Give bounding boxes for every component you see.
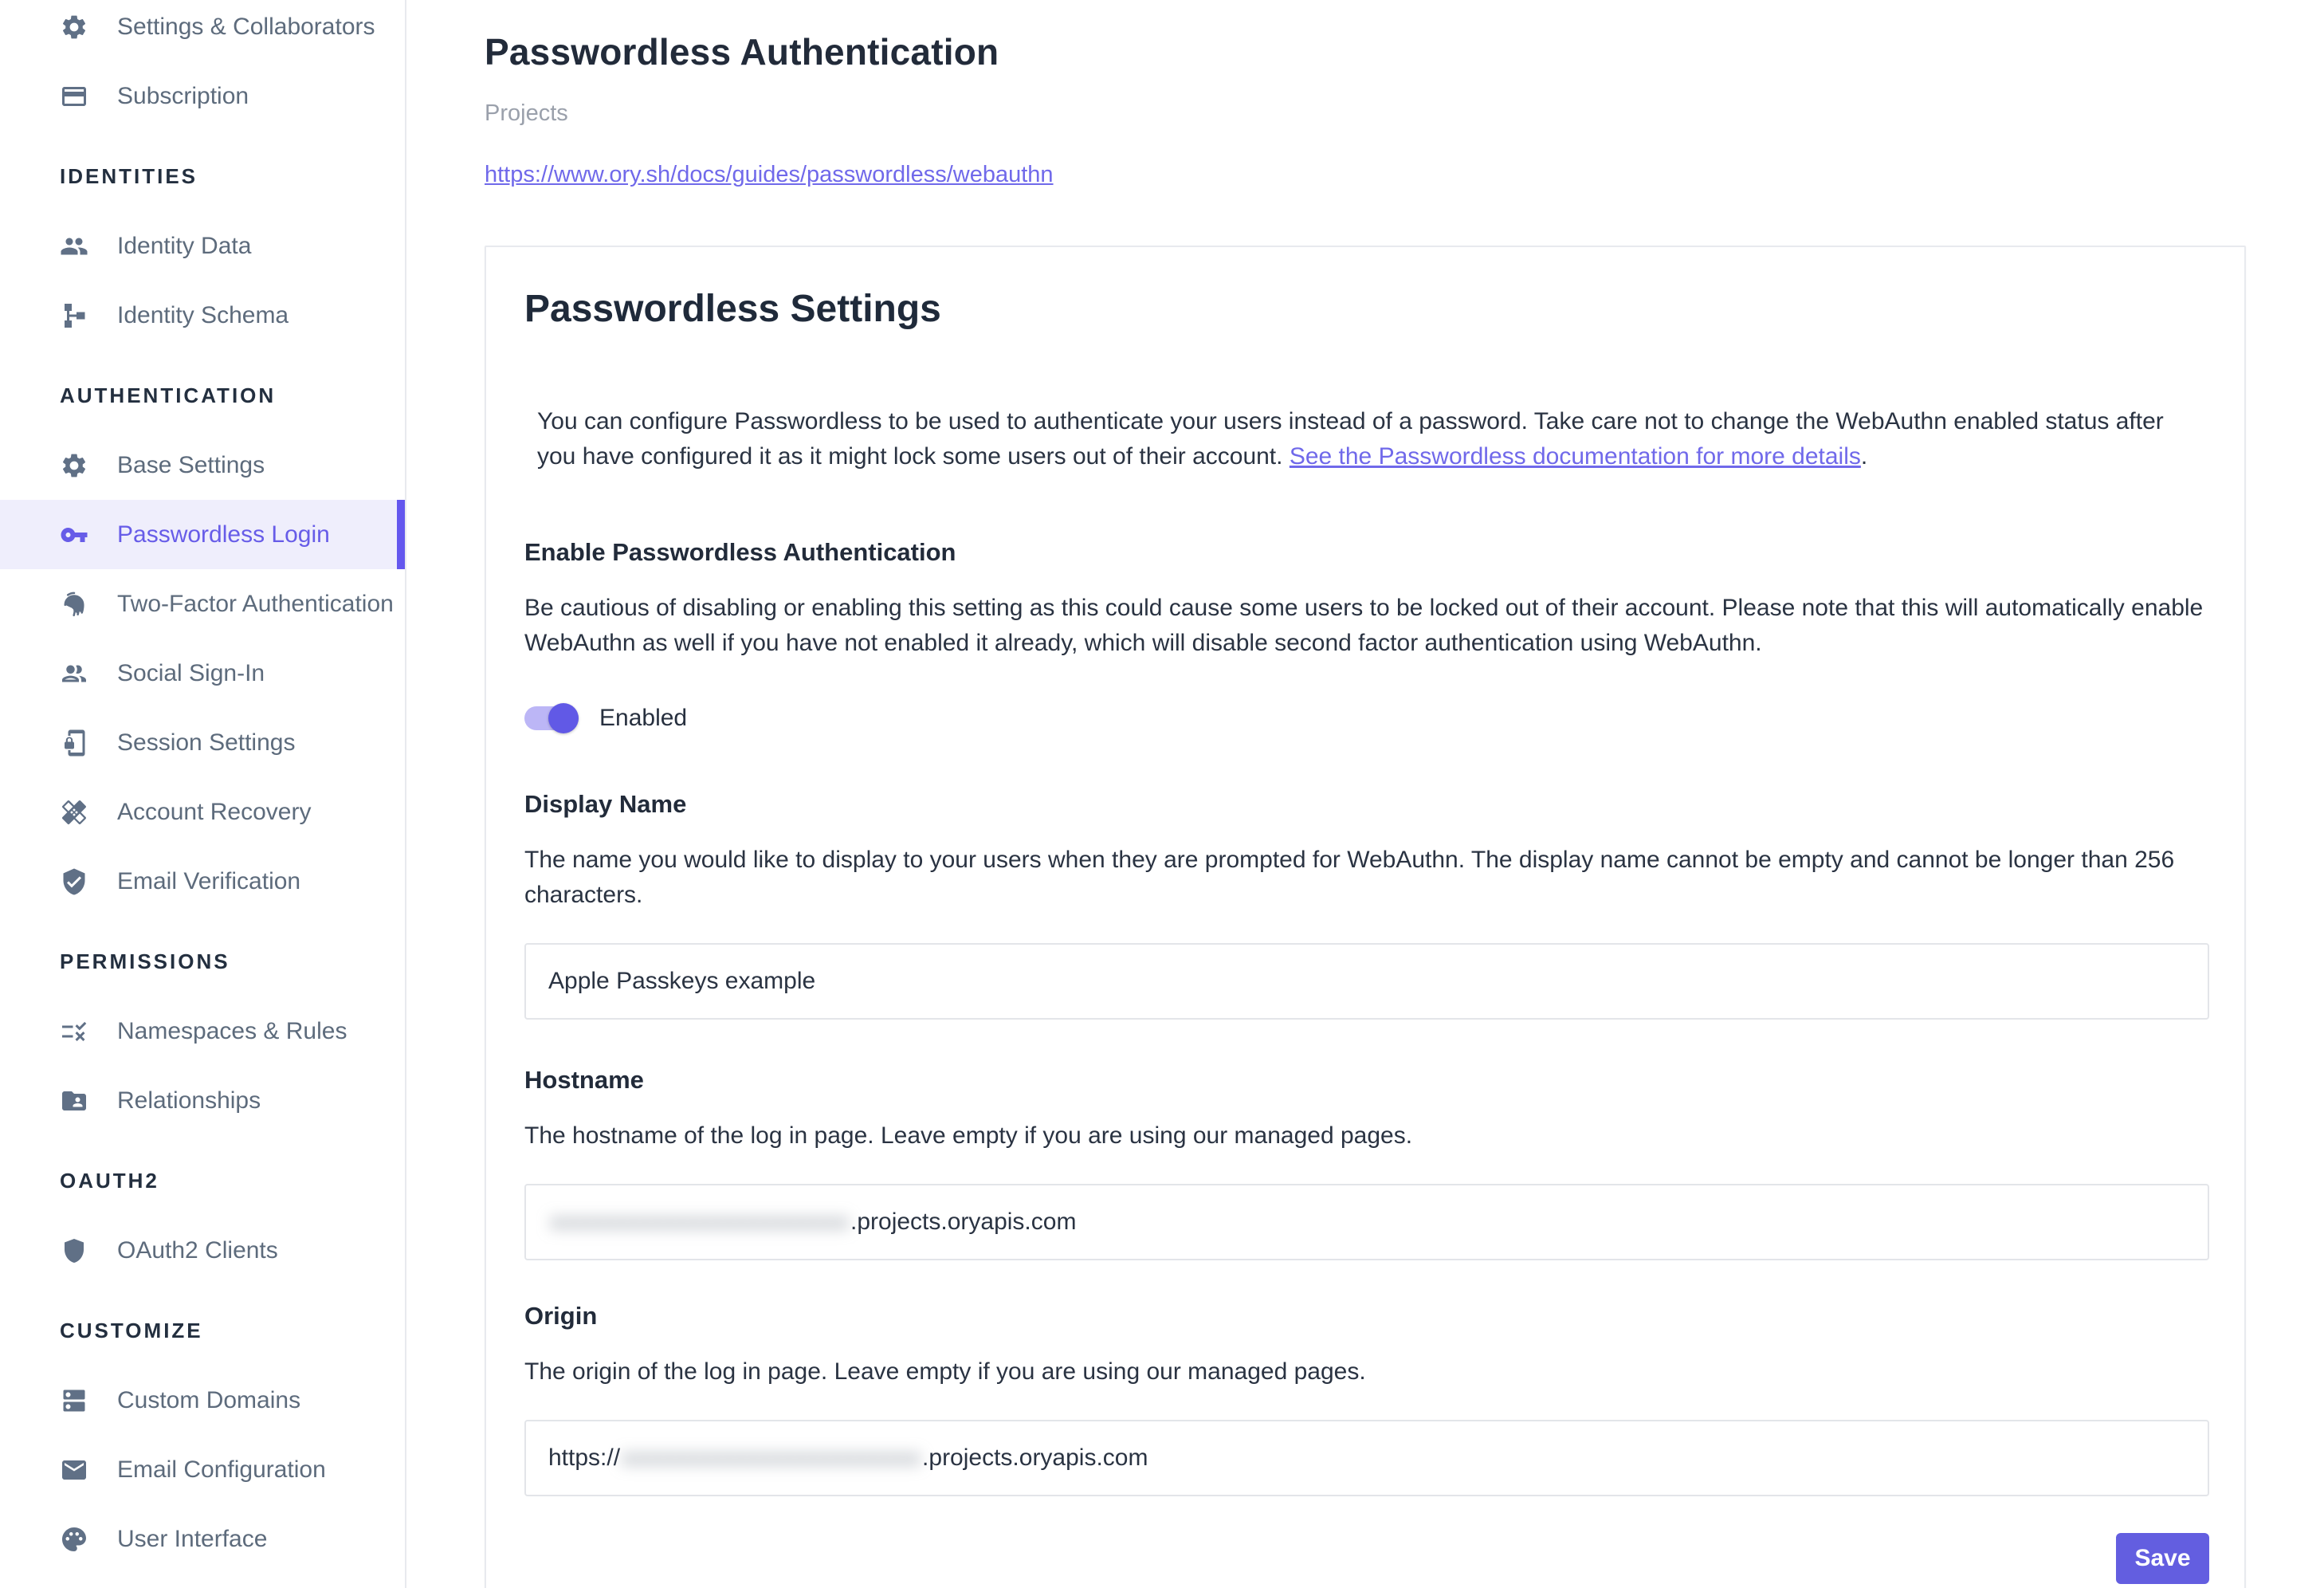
sidebar-section-authentication: AUTHENTICATION: [60, 383, 277, 407]
sidebar-item-passwordless-login[interactable]: [0, 500, 405, 569]
hostname-redacted-value: xxxxxxxxxxxxxxxxxxxxxxxxx: [550, 1209, 849, 1235]
origin-visible-suffix: .projects.oryapis.com: [922, 1445, 1148, 1471]
sidebar-item-relationships[interactable]: [0, 1066, 405, 1135]
display-name-description: The name you would like to display to your users when they are prompted for WebAuthn. The display name cannot be empty and cannot be longer than 256 characters.: [524, 847, 2175, 908]
sidebar-item-identity-data[interactable]: [0, 211, 405, 281]
sidebar-item-namespaces-rules[interactable]: [0, 996, 405, 1066]
fingerprint-icon: [60, 590, 88, 619]
gear-icon: [60, 451, 88, 480]
enable-toggle-row: [524, 699, 2206, 737]
passwordless-docs-link[interactable]: See the Passwordless documentation for more details: [1289, 443, 1861, 470]
gear-icon: [60, 13, 88, 41]
hostname-input[interactable]: [524, 1184, 2209, 1260]
sidebar-item-account-recovery[interactable]: [0, 777, 405, 847]
save-button[interactable]: Save: [2116, 1533, 2209, 1584]
sidebar-item-label: User Interface: [117, 1525, 268, 1552]
card-title: Passwordless Settings: [524, 288, 941, 330]
sidebar-item-label: Account Recovery: [117, 798, 312, 825]
sidebar-item-label: Relationships: [117, 1087, 261, 1114]
hostname-heading: Hostname: [524, 1066, 644, 1094]
intro-paragraph: [537, 404, 2206, 474]
sidebar-section-oauth2: OAUTH2: [60, 1169, 159, 1193]
dns-icon: [60, 1386, 88, 1415]
sidebar-item-email-configuration[interactable]: [0, 1435, 405, 1504]
enable-section-description: Be cautious of disabling or enabling this setting as this could cause some users to be locked out of their account. Please note that this will automatically enable WebAuthn as well if you have not enabled it already, which will disable second factor authentication using WebAuthn.: [524, 595, 2204, 656]
sidebar-nav: [0, 0, 405, 1574]
people-icon: [60, 659, 88, 688]
device-lock-icon: [60, 729, 88, 757]
hostname-description: The hostname of the log in page. Leave empty if you are using our managed pages.: [524, 1122, 1413, 1149]
sidebar-item-label: Base Settings: [117, 451, 265, 478]
sidebar-item-label: Passwordless Login: [117, 521, 330, 548]
sidebar: [0, 0, 406, 1588]
sidebar-item-label: Subscription: [117, 82, 249, 109]
sidebar-item-label: Email Configuration: [117, 1456, 326, 1483]
sidebar-item-label: Session Settings: [117, 729, 296, 756]
shield-check-icon: [60, 867, 88, 896]
toggle-label: Enabled: [599, 705, 688, 731]
origin-heading: Origin: [524, 1302, 598, 1330]
display-name-value: Apple Passkeys example: [548, 968, 816, 994]
enable-section-heading: Enable Passwordless Authentication: [524, 538, 956, 566]
palette-icon: [60, 1525, 88, 1554]
webauthn-docs-link[interactable]: https://www.ory.sh/docs/guides/passwordless/webauthn: [485, 162, 1054, 187]
rule-icon: [60, 1017, 88, 1046]
hostname-visible-suffix: .projects.oryapis.com: [850, 1209, 1077, 1235]
sidebar-item-identity-schema[interactable]: [0, 281, 405, 350]
sidebar-item-email-verification[interactable]: [0, 847, 405, 916]
display-name-heading: Display Name: [524, 790, 687, 818]
sidebar-item-label: Two-Factor Authentication: [117, 590, 394, 617]
sidebar-section-permissions: PERMISSIONS: [60, 949, 230, 973]
intro-text: You can configure Passwordless to be used to authenticate your users instead of a password. Take care not to change the WebAuthn enabled status after you have configured it as it might lock some users out of their account.: [537, 408, 2164, 470]
sidebar-item-label: Custom Domains: [117, 1386, 301, 1413]
sidebar-item-subscription[interactable]: [0, 61, 405, 131]
origin-input[interactable]: [524, 1420, 2209, 1496]
sidebar-section-customize: CUSTOMIZE: [60, 1319, 203, 1342]
folder-shared-icon: [60, 1087, 88, 1115]
sidebar-item-label: Identity Schema: [117, 301, 289, 328]
sidebar-item-label: Settings & Collaborators: [117, 13, 375, 40]
passwordless-settings-card: [485, 246, 2246, 1588]
people-icon: [60, 232, 88, 261]
sidebar-item-label: Namespaces & Rules: [117, 1017, 347, 1044]
page-title: Passwordless Authentication: [485, 31, 999, 73]
healing-icon: [60, 798, 88, 827]
sidebar-item-label: Email Verification: [117, 867, 301, 894]
sidebar-item-session-settings[interactable]: [0, 708, 405, 777]
shield-icon: [60, 1236, 88, 1265]
sidebar-item-label: Social Sign-In: [117, 659, 265, 686]
sidebar-item-label: Identity Data: [117, 232, 252, 259]
origin-redacted-value: xxxxxxxxxxxxxxxxxxxxxxxxx: [622, 1445, 921, 1471]
sidebar-item-settings-collaborators[interactable]: [0, 0, 405, 61]
credit-card-icon: [60, 82, 88, 111]
intro-text-period: .: [1860, 443, 1868, 470]
sidebar-item-social-sign-in[interactable]: [0, 639, 405, 708]
sidebar-item-base-settings[interactable]: [0, 430, 405, 500]
toggle-thumb: [548, 703, 579, 733]
sidebar-item-oauth2-clients[interactable]: [0, 1216, 405, 1285]
origin-visible-prefix: https://: [548, 1445, 621, 1471]
origin-description: The origin of the log in page. Leave empty if you are using our managed pages.: [524, 1358, 1366, 1385]
passwordless-enabled-toggle[interactable]: [524, 706, 579, 730]
breadcrumb: Projects: [485, 100, 568, 126]
mail-icon: [60, 1456, 88, 1484]
card-actions: [524, 1533, 2209, 1584]
display-name-input[interactable]: [524, 943, 2209, 1020]
sidebar-item-custom-domains[interactable]: [0, 1366, 405, 1435]
key-icon: [60, 521, 88, 549]
sidebar-section-identities: IDENTITIES: [60, 164, 198, 188]
sidebar-item-label: OAuth2 Clients: [117, 1236, 278, 1264]
main-content: [406, 0, 2324, 1588]
sidebar-item-user-interface[interactable]: [0, 1504, 405, 1574]
sidebar-item-two-factor-authentication[interactable]: [0, 569, 405, 639]
schema-icon: [60, 301, 88, 330]
